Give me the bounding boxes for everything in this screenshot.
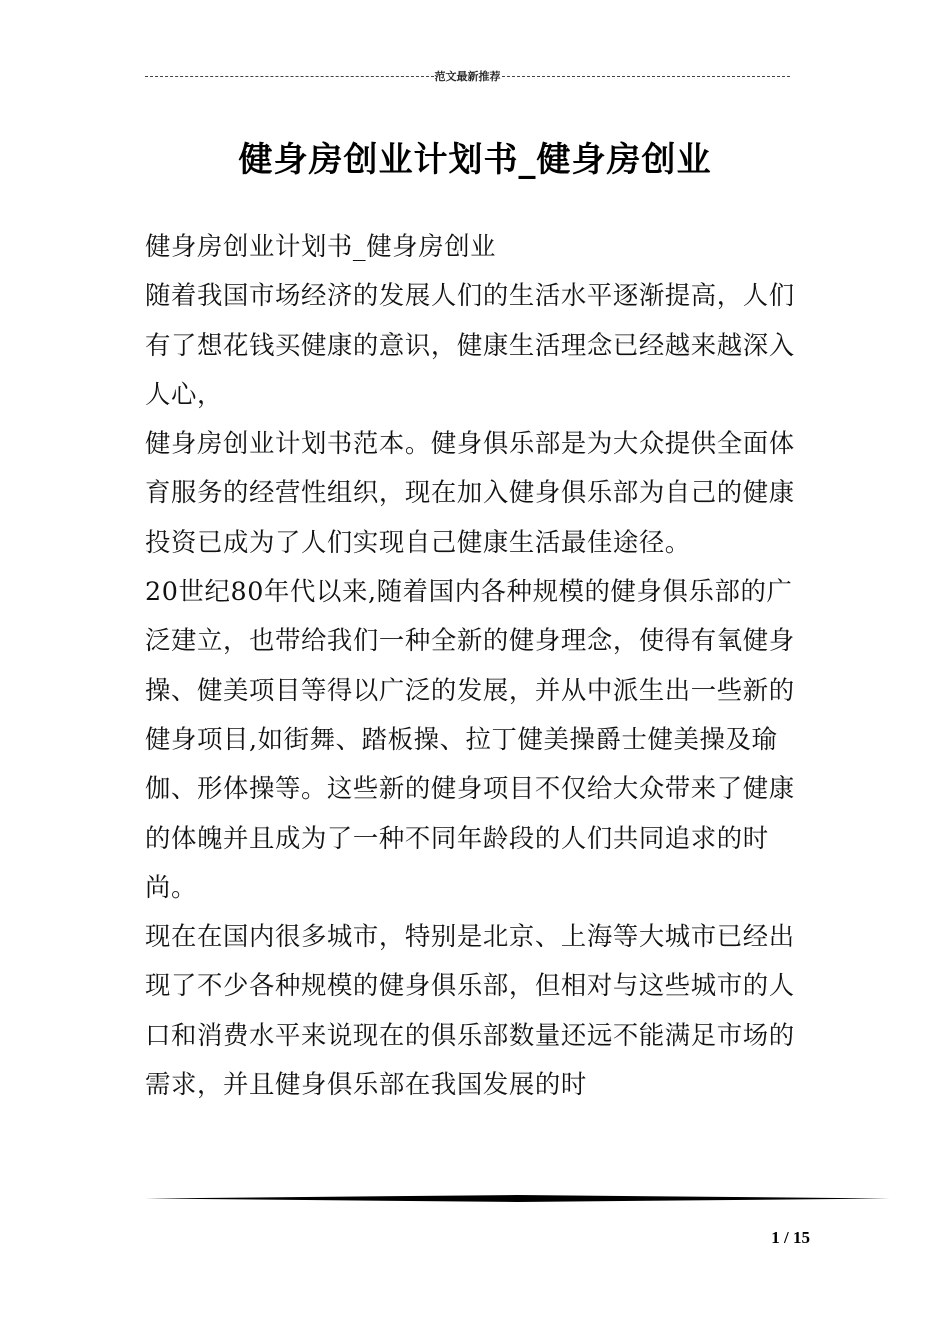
- page-number: 1 / 15: [771, 1228, 810, 1247]
- paragraph: 随着我国市场经济的发展人们的生活水平逐渐提高，人们有了想花钱买健康的意识，健康生活理念已经越来越深入人心，: [145, 280, 795, 409]
- footer-rule: [145, 1194, 890, 1203]
- paragraph: 20世纪80年代以来,随着国内各种规模的健身俱乐部的广泛建立，也带给我们一种全新的健身理念，使得有氧健身操、健美项目等得以广泛的发展，并从中派生出一些新的健身项目,如街舞、踏板操、拉丁健美操爵士健美操及瑜伽、形体操等。这些新的健身项目不仅给大众带来了健康的体魄并且成为了一种不同年龄段的人们共同追求的时尚。: [145, 576, 795, 902]
- header-label: 范文最新推荐: [434, 70, 501, 83]
- header-dashed-rule-right: [502, 76, 791, 77]
- document-body: [145, 222, 810, 1109]
- document-title: 健身房创业计划书_健身房创业: [238, 140, 712, 180]
- header-dashed-rule-left: [145, 76, 434, 77]
- paragraph: 健身房创业计划书_健身房创业: [145, 231, 497, 261]
- paragraph: 健身房创业计划书范本。健身俱乐部是为大众提供全面体育服务的经营性组织，现在加入健身俱乐部为自己的健康投资已成为了人们实现自己健康生活最佳途径。: [145, 428, 795, 557]
- paragraph: 现在在国内很多城市，特别是北京、上海等大城市已经出现了不少各种规模的健身俱乐部，但相对与这些城市的人口和消费水平来说现在的俱乐部数量还远不能满足市场的需求，并且健身俱乐部在我国发展的时: [145, 921, 795, 1100]
- page-header: [145, 66, 790, 86]
